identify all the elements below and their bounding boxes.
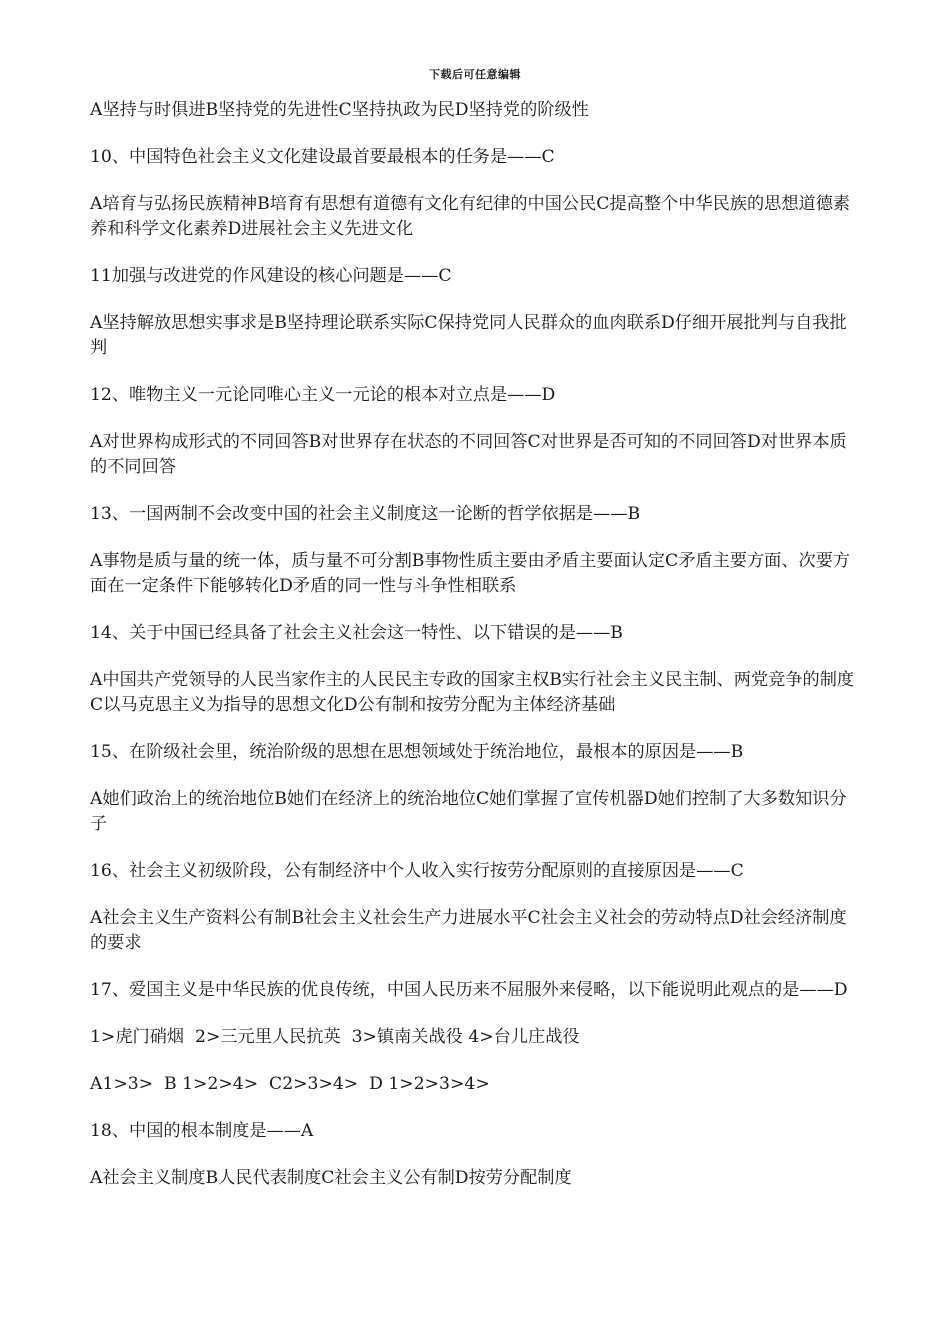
question-16-options: A社会主义生产资料公有制B社会主义社会生产力进展水平C社会主义社会的劳动特点D社会经济制度的要求	[90, 908, 847, 953]
question-10-options: A培育与弘扬民族精神B培育有思想有道德有文化有纪律的中国公民C提高整个中华民族的思想道德素养和科学文化素养D进展社会主义先进文化	[90, 194, 851, 239]
question-17-items: 1>虎门硝烟 2>三元里人民抗英 3>镇南关战役 4>台儿庄战役	[90, 1027, 580, 1047]
page-header: 下载后可任意编辑	[429, 68, 521, 81]
question-11-options: A坚持解放思想实事求是B坚持理论联系实际C保持党同人民群众的血肉联系D仔细开展批判与自我批判	[90, 313, 847, 358]
question-15: 15、在阶级社会里，统治阶级的思想在思想领域处于统治地位，最根本的原因是——B	[90, 742, 744, 762]
question-15-options: A她们政治上的统治地位B她们在经济上的统治地位C她们掌握了宣传机器D她们控制了大多数知识分子	[90, 789, 847, 834]
question-9-options: A坚持与时俱进B坚持党的先进性C坚持执政为民D坚持党的阶级性	[90, 100, 589, 120]
question-10: 10、中国特色社会主义文化建设最首要最根本的任务是——C	[90, 147, 555, 167]
question-14: 14、关于中国已经具备了社会主义社会这一特性、以下错误的是——B	[90, 623, 623, 643]
question-17: 17、爱国主义是中华民族的优良传统，中国人民历来不屈服外来侵略，以下能说明此观点的是——D	[90, 980, 848, 1000]
question-12-options: A对世界构成形式的不同回答B对世界存在状态的不同回答C对世界是否可知的不同回答D对世界本质的不同回答	[90, 432, 847, 477]
question-14-options: A中国共产党领导的人民当家作主的人民民主专政的国家主权B实行社会主义民主制、两党竞争的制度C以马克思主义为指导的思想文化D公有制和按劳分配为主体经济基础	[90, 670, 855, 715]
question-18-options: A社会主义制度B人民代表制度C社会主义公有制D按劳分配制度	[90, 1168, 572, 1188]
question-16: 16、社会主义初级阶段，公有制经济中个人收入实行按劳分配原则的直接原因是——C	[90, 861, 744, 881]
question-12: 12、唯物主义一元论同唯心主义一元论的根本对立点是——D	[90, 385, 556, 405]
question-13: 13、一国两制不会改变中国的社会主义制度这一论断的哲学依据是——B	[90, 504, 641, 524]
document-body	[90, 98, 862, 1213]
question-18: 18、中国的根本制度是——A	[90, 1121, 314, 1141]
question-11: 11加强与改进党的作风建设的核心问题是——C	[90, 266, 452, 286]
question-17-options: A1>3> B 1>2>4> C2>3>4> D 1>2>3>4>	[90, 1074, 490, 1094]
question-13-options: A事物是质与量的统一体，质与量不可分割B事物性质主要由矛盾主要面认定C矛盾主要方面、次要方面在一定条件下能够转化D矛盾的同一性与斗争性相联系	[90, 551, 851, 596]
